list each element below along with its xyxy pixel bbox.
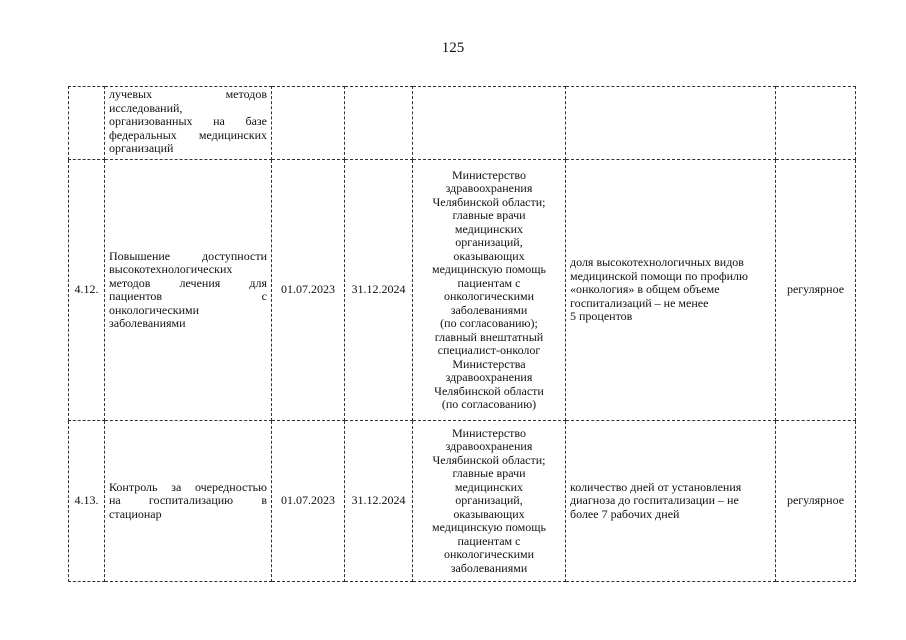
indicator	[566, 160, 776, 421]
measure-name-line: Повышение доступности	[109, 248, 267, 263]
responsible-line: здравоохранения	[445, 181, 533, 195]
responsible-line: Челябинской области;	[432, 452, 546, 467]
measure-name	[105, 421, 272, 582]
responsible-line: заболеваниями	[450, 560, 528, 575]
responsible-line: онкологическими	[443, 289, 535, 303]
responsible-line: медицинскую помощь	[431, 262, 546, 276]
start-date: 01.07.2023	[272, 421, 345, 582]
end-date	[345, 87, 413, 160]
row-number: 4.13.	[69, 421, 105, 582]
indicator-line: госпитализаций – не менее	[570, 295, 709, 310]
responsible-line: Челябинской области;	[432, 194, 546, 209]
responsible-line: Челябинской области	[434, 383, 544, 398]
table-row	[69, 160, 856, 421]
measure-name-line: высокотехнологических	[109, 262, 233, 276]
indicator-line: количество дней от установления	[570, 479, 742, 494]
measure-name	[105, 160, 272, 421]
responsible-line: организаций,	[455, 235, 523, 249]
responsible	[413, 421, 566, 582]
row-number: 4.12.	[69, 160, 105, 421]
responsible-line: главные врачи	[452, 466, 526, 481]
page-number: 125	[441, 40, 465, 56]
responsible-line: здравоохранения	[445, 370, 533, 384]
measure-name-line: пациентов с	[109, 289, 267, 303]
responsible-line: здравоохранения	[445, 439, 533, 454]
end-date: 31.12.2024	[345, 421, 413, 582]
responsible-line: оказывающих	[453, 506, 525, 521]
responsible-line: Министерство	[452, 167, 526, 182]
periodicity	[776, 87, 856, 160]
responsible-line: онкологическими	[443, 547, 535, 562]
indicator-line: медицинской помощи по профилю	[570, 268, 748, 283]
responsible	[413, 160, 566, 421]
responsible-line: пациентам с	[457, 533, 521, 548]
indicator-line: «онкология» в общем объеме	[570, 282, 720, 297]
measure-name-line: на госпитализацию в	[109, 493, 267, 508]
row-number	[69, 87, 105, 160]
responsible-line: оказывающих	[453, 248, 525, 263]
plan-table	[68, 86, 856, 582]
table-row	[69, 87, 856, 160]
responsible-line: организаций,	[455, 493, 523, 508]
responsible-line: специалист-онколог	[437, 343, 541, 357]
indicator	[566, 421, 776, 582]
indicator	[566, 87, 776, 160]
responsible-line: Министерство	[452, 425, 526, 440]
responsible	[413, 87, 566, 160]
responsible-line: пациентам с	[457, 275, 521, 290]
measure-name-line: Контроль за очередностью	[109, 479, 267, 494]
responsible-line: Министерства	[452, 356, 526, 371]
end-date: 31.12.2024	[345, 160, 413, 421]
measure-name-line: заболеваниями	[109, 316, 186, 330]
responsible-line: главный внештатный	[434, 329, 544, 344]
responsible-line: медицинских	[454, 479, 524, 494]
responsible-line: главные врачи	[452, 208, 526, 222]
indicator-line: диагноза до госпитализации – не	[570, 493, 739, 508]
table-row	[69, 421, 856, 582]
start-date	[272, 87, 345, 160]
periodicity: регулярное	[776, 421, 856, 582]
measure-name-line: лучевых методов	[109, 87, 267, 101]
measure-name-line: методов лечения для	[109, 275, 267, 290]
periodicity: регулярное	[776, 160, 856, 421]
measure-name-line: организаций	[109, 141, 174, 155]
indicator-line: доля высокотехнологичных видов	[570, 255, 744, 270]
measure-name-line: организованных на базе	[109, 114, 267, 128]
measure-name-line: исследований,	[109, 100, 183, 115]
measure-name-line: федеральных медицинских	[109, 127, 267, 142]
responsible-line: (по согласованию);	[440, 316, 538, 330]
responsible-line: медицинскую помощь	[431, 520, 546, 535]
indicator-line: более 7 рабочих дней	[570, 506, 680, 521]
start-date: 01.07.2023	[272, 160, 345, 421]
indicator-line: 5 процентов	[570, 309, 633, 324]
measure-name-line: онкологическими	[109, 302, 200, 317]
responsible-line: (по согласованию)	[441, 397, 537, 411]
responsible-line: заболеваниями	[450, 302, 528, 317]
measure-name-line: стационар	[109, 506, 162, 521]
responsible-line: медицинских	[454, 221, 524, 236]
measure-name	[105, 87, 272, 160]
